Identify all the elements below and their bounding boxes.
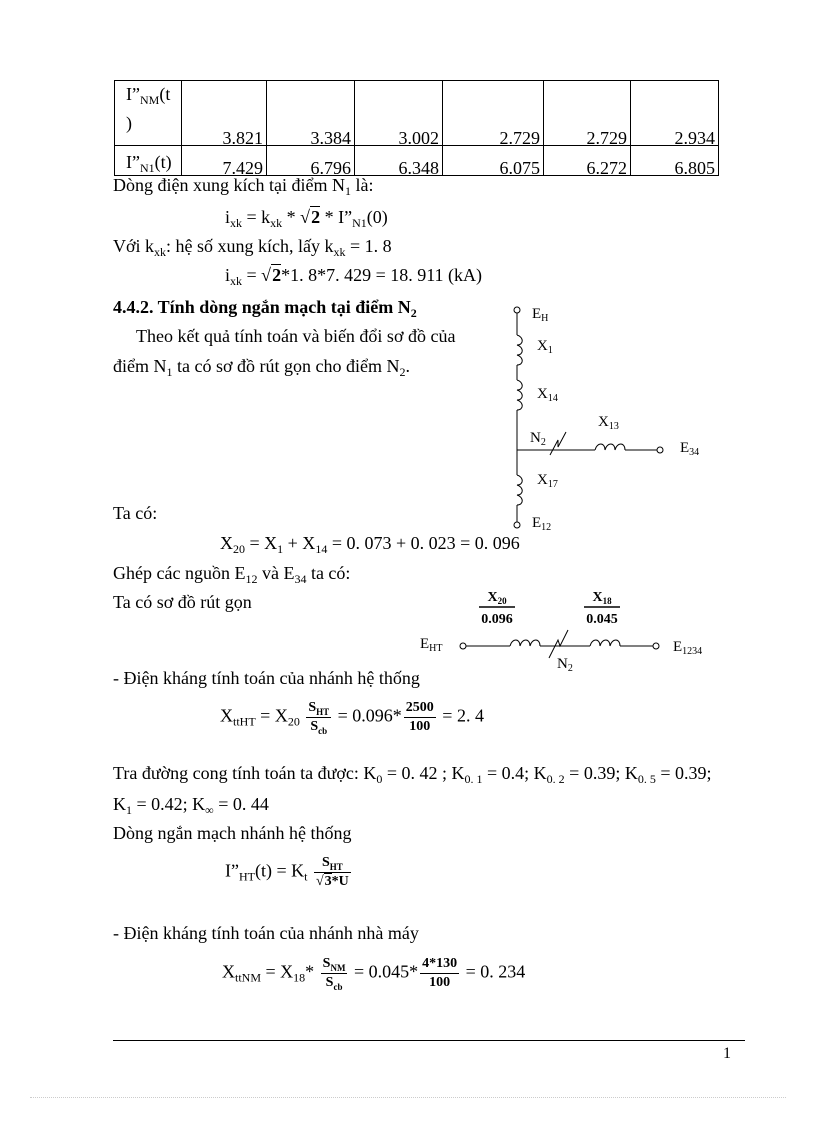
label-n2: $N_2$ (530, 430, 546, 448)
label-x14: $X_{14}$ (537, 386, 558, 404)
label-n2: $N_2$ (557, 656, 573, 672)
table-row (115, 146, 719, 176)
frac1-num: $X_{20}$ (487, 590, 507, 606)
formula-impact-result: $i_{xk} = √2*1$. 8*7. 429 = 18. 911 (kA) (225, 265, 483, 288)
paragraph-curve-coefficients-2: $K_1 = 0.42$; $K_\infty = 0$. 44 (113, 794, 269, 817)
table-cell: 2.729 (544, 81, 631, 146)
paragraph-curve-coefficients: Tra đường cong tính toán ta được: $K_0 = 0$. 42 ; $K_{0. 1} = 0.4$; $K_{0. 2} = 0.39$; $K_{0. 5} = 0.39$; (113, 763, 712, 786)
formula-xttht: $X_{ttHT} = X_{20}$ $\frac{S_{HT}}{S_{cb}}$ = 0.096* $\frac{2500}{100}$ = 2. 4 (220, 700, 484, 736)
label-eh: $E_H$ (532, 306, 549, 324)
table-cell: 3.384 (267, 81, 355, 146)
label-e34: $E_{34}$ (680, 440, 700, 458)
inductor-x13-icon (595, 444, 625, 450)
fault-arrow-icon (550, 432, 566, 455)
circuit-diagram-n2 (500, 300, 720, 540)
table-cell: 2.934 (631, 81, 719, 146)
formula-xttnm: $X_{ttNM} = X_{18}*$ $\frac{S_{NM}}{S_{cb}}$ = 0.045* $\frac{4*130}{100}$ = 0. 234 (222, 956, 526, 992)
row-label: $I”_{N1}(t)$ (115, 146, 182, 176)
paragraph-plant-reactance: - Điện kháng tính toán của nhánh nhà máy (113, 923, 419, 943)
label-x1: $X_1$ (537, 338, 553, 356)
formula-impact-current: $i_{xk} = k_{xk} * √2$ * $I”_{N1}(0)$ (225, 207, 388, 230)
table-row (115, 81, 719, 146)
table-cell: 6.272 (544, 146, 631, 176)
table-cell: 2.729 (443, 81, 544, 146)
paragraph-intro-line2: điểm $N_1$ ta có sơ đồ rút gọn cho điểm $N_2$. (113, 356, 410, 379)
inductor-x14-icon (517, 380, 522, 410)
paragraph-merge-sources: Ghép các nguồn $E_{12}$ và $E_{34}$ ta có: (113, 563, 351, 586)
paragraph-simplified-diagram: Ta có sơ đồ rút gọn (113, 592, 252, 612)
frac1-den: 0.096 (481, 612, 513, 627)
circuit-diagram-simplified (415, 582, 735, 672)
paragraph-ta-co: Ta có: (113, 503, 158, 523)
paragraph-system-reactance: - Điện kháng tính toán của nhánh hệ thống (113, 668, 420, 688)
formula-x20: $X_{20} = X_1 + X_{14} = 0$. 073 + 0. 023 = 0. 096 (220, 533, 520, 556)
page-number: 1 (723, 1045, 731, 1062)
label-e12: $E_{12}$ (532, 515, 552, 533)
label-x13: $X_{13}$ (598, 414, 619, 432)
inductor-x17-icon (517, 475, 522, 505)
paragraph-impact-coefficient: Với $k_{xk}$: hệ số xung kích, lấy $k_{xk} = 1$. 8 (113, 236, 392, 259)
row-label: $I”_{NM}(t$ ) (115, 81, 182, 146)
label-eht: $E_{HT}$ (420, 636, 443, 654)
frac2-num: $X_{18}$ (592, 590, 612, 606)
inductor-x18-icon (590, 640, 620, 646)
page-bottom-divider (30, 1097, 786, 1098)
table-cell: 3.821 (182, 81, 267, 146)
table-cell: 6.348 (355, 146, 443, 176)
results-table (114, 80, 719, 176)
table-cell: 3.002 (355, 81, 443, 146)
table-cell: 6.796 (267, 146, 355, 176)
inductor-x20-icon (510, 640, 540, 646)
label-x17: $X_{17}$ (537, 472, 558, 490)
section-heading: 4.4.2. Tính dòng ngắn mạch tại điểm $N_2$ (113, 297, 417, 320)
inductor-x1-icon (517, 335, 522, 365)
table-cell: 6.075 (443, 146, 544, 176)
fault-arrow-icon (549, 630, 568, 658)
paragraph-impact-current: Dòng điện xung kích tại điểm $N_1$ là: (113, 175, 374, 198)
paragraph-intro-line1: Theo kết quả tính toán và biến đổi sơ đồ của (136, 326, 456, 346)
table-cell: 7.429 (182, 146, 267, 176)
footer-rule (113, 1040, 745, 1041)
formula-iht: $I”_{HT}(t) = K_t$ $\frac{S_{HT}}{√3*U}$ (225, 855, 349, 889)
frac2-den: 0.045 (586, 612, 618, 627)
paragraph-system-current: Dòng ngắn mạch nhánh hệ thống (113, 823, 352, 843)
table-cell: 6.805 (631, 146, 719, 176)
label-e1234: $E_{1234}$ (673, 639, 703, 657)
